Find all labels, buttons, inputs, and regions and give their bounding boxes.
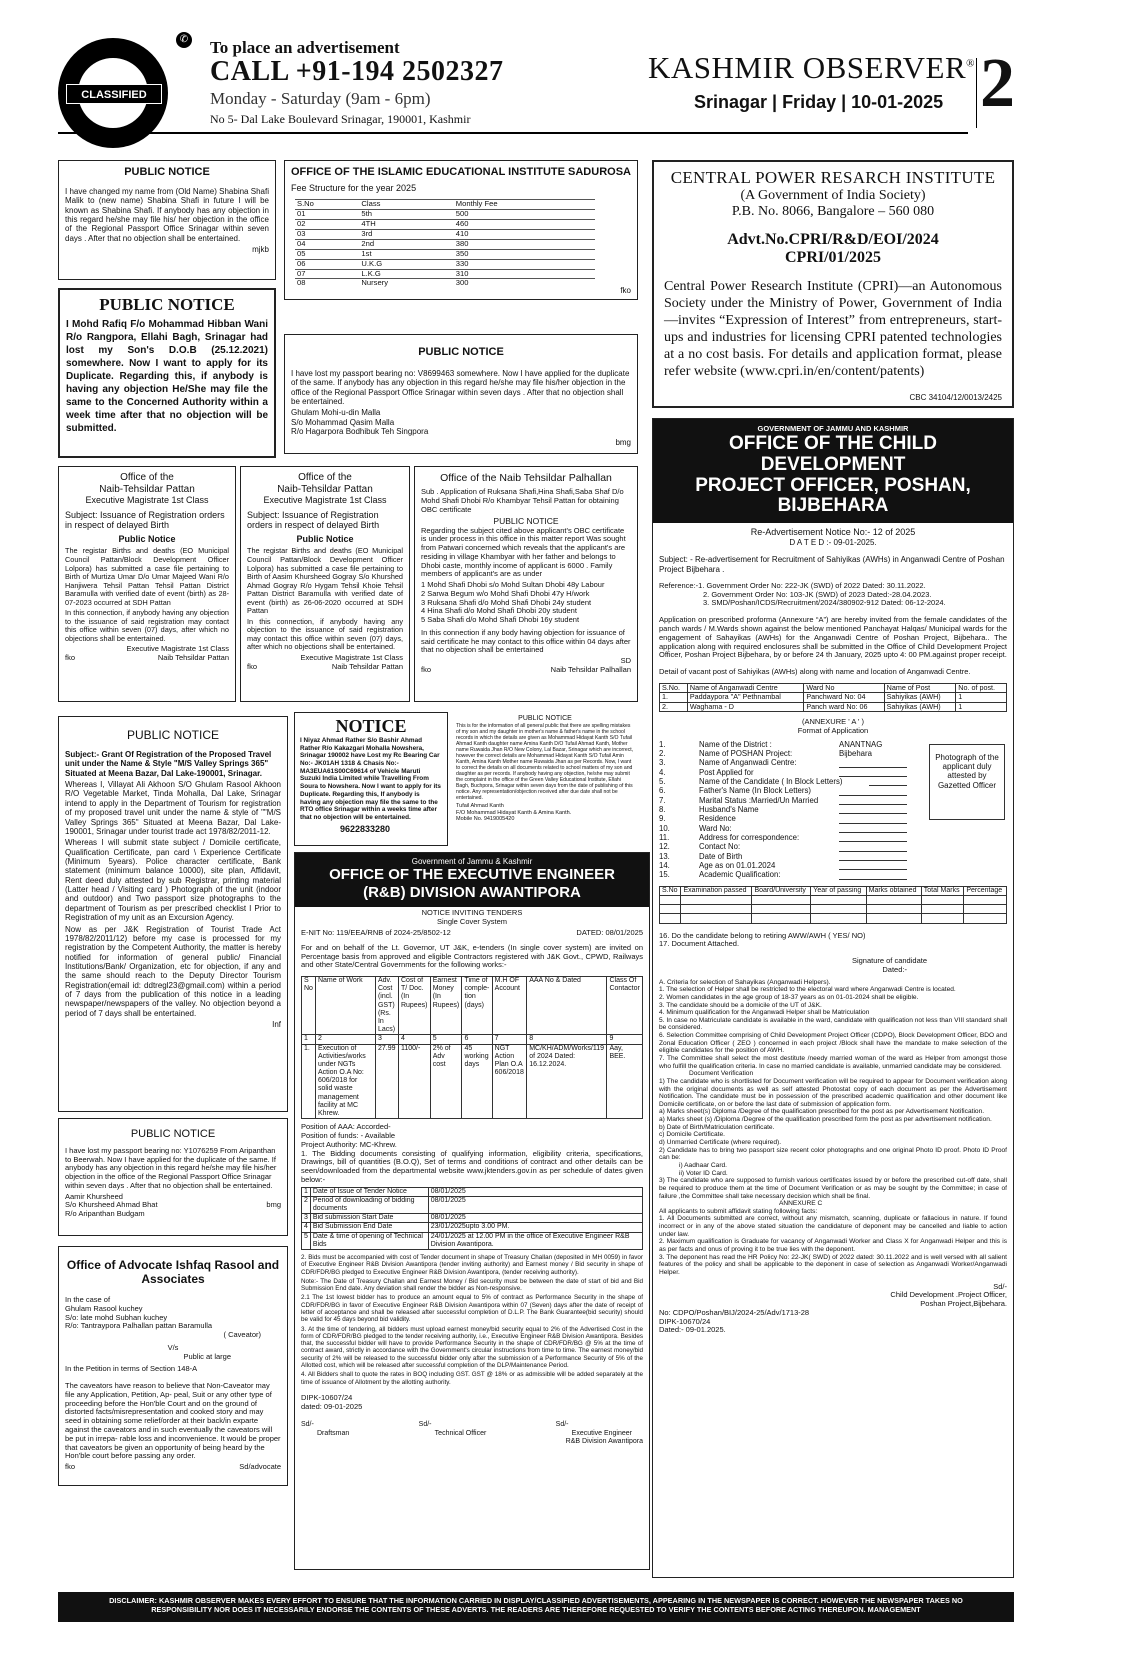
phone-number: CALL +91-194 2502327	[210, 56, 504, 87]
office-line2: Naib-Tehsildar Pattan	[99, 483, 195, 495]
signature-line1: Executive Magistrate 1st Class	[126, 644, 229, 654]
ee-dipk: DIPK-10607/24	[301, 1392, 353, 1402]
signature-line: Naib Tehsildar Palhallan	[550, 665, 631, 674]
notice-title: PUBLIC NOTICE	[518, 715, 572, 722]
notice-fee-structure	[284, 160, 638, 300]
list-item: 5 Saba Shafi d/o Mohd Shafi Dhobi 16y student	[421, 615, 580, 625]
notice-title: Office of Advocate Ishfaq Rasool and Associates	[66, 1258, 280, 1287]
candidate-signature: Signature of candidate	[851, 956, 927, 966]
notice-title: PUBLIC NOTICE	[130, 1128, 216, 1140]
notice-title: Public Notice	[296, 533, 354, 544]
signature-line2: Naib Tehsildar Pattan	[157, 653, 229, 663]
cdpo-gov: GOVERNMENT OF JAMMU AND KASHMIR	[757, 424, 909, 433]
notice-cpri	[652, 160, 1014, 408]
signatory-address: R/o Hagarpora Bodhibuk Teh Singpora	[291, 427, 429, 437]
cdpo-subject: Subject: - Re-advertisement for Recruitment of Sahiyikas (AWHs) in Anganwadi Centre of Poshan Project Bijbehara .	[659, 555, 1005, 574]
notice-pattan-2	[240, 466, 410, 702]
list-item: 3 Ruksana Shafi d/o Mohd Shafi Dhobi 24y student	[421, 597, 592, 607]
notice-code: bmg	[266, 1200, 281, 1210]
cpri-body: Central Power Research Institute (CPRI)—an Autonomous Society under the Ministry of Power, Government of India—invites “Expression of Interest” from entrepreneurs, start-ups and industries for licensing CPRI patented technologies at a no cost basis. For details and application format, please refer website (www.cpri.in/en/content/patents)	[664, 279, 1002, 380]
cdpo-date: D A T E D :- 09-01-2025.	[789, 537, 877, 547]
format-title: Format of Application	[797, 725, 869, 735]
notice-code: mjkb	[252, 245, 269, 255]
notice-title: PUBLIC NOTICE	[124, 166, 210, 178]
office-line1: Office of the	[298, 472, 352, 483]
cdpo-title2: PROJECT OFFICER, POSHAN, BIJBEHARA	[695, 474, 971, 517]
signature-line1: Executive Magistrate 1st Class	[300, 652, 403, 662]
notice-title: OFFICE OF THE ISLAMIC EDUCATIONAL INSTITUTE SADUROSA	[291, 166, 631, 178]
notice-code: fko	[65, 1462, 76, 1472]
phone-icon: ✆	[176, 32, 192, 48]
cpri-code: CBC 34104/12/0013/2425	[909, 392, 1002, 402]
notice-subject: Subject: Issuance of Registration orders in respect of delayed Birth	[65, 509, 225, 531]
ee-conditions: 2. Bids must be accompanied with cost of Tender document in shape of Treasury Challan (deposited in MH 0059) in favor of Executive Engineer R&B Division Awantipora (tender inviting authority) and Earnest money / Bid security in shape of CDR/FDR/BG pledged to Executive Engineer R&B Division Awantipora, (tender receiving authority). Note:- The Date of Treasury Challan and Earnest Money / Bid security must be between the date of start of bid and Bid Submission End date. Any deviation shall render the bidder as Non-responsive. 2.1 The 1st lowest bidder has to produce an amount equal to 5% of contract as Performance Security in the shape of CDR/FDR/BG in favor of Executive Engineer R&B Division Awantipora within 07 (Seven) days after the date of receipt of letter of acceptance and shall be released after successful completion of D.L.P. The Bank Guarantee(bid security) should be valid for 45 days beyond bid validity. 3. At the time of tendering, all bidders must upload earnest money/bid security equal to 2% of the Advertised Cost in the form of CDR/FDR/BG pledged to the tender receiving authority, i.e., Executive Engineer R&B Division Awantipora. Besides that, the successful bidder will have to provide Performance Security in the shape of CDR/FDR/BG @ 5% at the time of contract award, strictly in accordance with the Government's circular instructions from time to time. The earnest money/bid security of 2% will be released to the successful bidder only after the submission of a Performance Security of 5% of the Allotted cost, which will be released after successful completion of the DLP/Maintenance Period. 4. All Bidders shall to quote the rates in BOQ including GST. GST @ 18% or as admissible will be added separately at the time of issuance of Allotment by the allotting authority.	[301, 1253, 643, 1386]
vacancy-table: S.No. Name of Anganwadi Centre Ward No Name of Post No. of post. 1. Paddaypora "A" Pethnambal Panchward No: 04 Sahiyikas (AWH) 1 2. Waghama - D Panch ward No: 06 Sahiyikas (AWH) 1	[659, 683, 1007, 712]
annexure-title: (ANNEXURE ' A ' )	[801, 717, 865, 727]
notice-lost-passport-2	[58, 1118, 288, 1236]
cpri-address: P.B. No. 8066, Bangalore – 560 080	[731, 204, 935, 220]
list-item: 2 Sarwa Begum w/o Mohd Shafi Dhobi 47y H/work	[421, 588, 590, 598]
dateline: Srinagar | Friday | 10-01-2025	[694, 92, 944, 112]
notice-code: bmg	[615, 437, 631, 447]
notice-body2: In this connection, if anybody having any objection to the issuance of said registration may contact this office within seven (07) days, after which no objections shall be entertained.	[247, 616, 403, 652]
office-line3: Executive Magistrate 1st Class	[263, 495, 387, 506]
notice-subject: Sub . Application of Ruksana Shafi,Hina Shafi,Saba Shaf D/o Mohd Shafi Dhobi R/o Khambyar Tehsil Pattan for obtaining OBC certificate	[421, 487, 624, 514]
notice-lost-passport	[284, 334, 638, 454]
notice-subtitle: PUBLIC NOTICE	[493, 515, 559, 526]
caveat-parties: In the case of Ghulam Rasool kuchey S/o: late mohd Subhan kuchey R/o: Tantraypora Palhallan pattan Baramulla ( Caveator) V/s Public at large In the Petition in terms of Section 148-A	[65, 1295, 261, 1374]
reference: Reference:-1. Government Order No: 222-JK (SWD) of 2022 Dated: 30.11.2022.	[659, 580, 926, 590]
cdpo-para1: Application on prescribed proforma (Annexure “A”) are hereby invited from the female candidates of the panch wards / M.Wards shown against the below mentioned Panchayat Halqas/ Municipal wards for the engagement of Sahayikas (AWHs) for the Anganwadi Centre of Poshan Project, Bijbehara.. The application along with required enclosures shall be submitted in the Office of Child Development Project Officer, Poshan Project Bijbehara, by or before 24 th January, 2025 upto 4: 00 PM.against proper receipt.	[659, 615, 1007, 660]
application-form: Photograph of the applicant duly attested by Gazetted Officer 1. Name of the District : ANANTNAG 2. Name of POSHAN Project: Bijbehara 3. Name of Anganwadi Centre: 4. Post Applied for 5. Name of the Candidate ( In Block Letters) 6. Father's Name (In Block Letters) 7. Marital Status :Married/Un Married 8. Husband's Name 9. Residence 10. Ward No: 11. Address for correspondence: 12. Contact No: 13. Date of Birth 14. Age as on 01.01.2024 15. Academic Qualification:	[659, 740, 1007, 880]
notice-body: I Niyaz Ahmad Rather S/o Bashir Ahmad Rather R/o Kakazgari Mohalla Nowshera, Srinagar 190002 have Lost my Rc Bearing Car No:- JK01AH 1318 & Chasis No:- MA3EUA61S00C69614 of Vehicle Maruti Suzuki India Limited while Travelling From Soura to Nowshera. Now I want to apply for its Duplicate. Regarding this, If anybody is having any objection may file the same to the RTO office Srinagar within a weeks time after that no objection will be entertained.	[300, 737, 441, 821]
ee-signatures: Sd/- Draftsman Sd/- Technical Officer Sd/- Executive Engineer R&B Division Awantipora	[301, 1421, 643, 1445]
office-line2: Naib-Tehsildar Pattan	[277, 483, 373, 495]
cdpo-references	[659, 582, 1007, 608]
qualification-table: S.No Examination passed Board/University Year of passing Marks obtained Total Marks Percentage	[659, 886, 1007, 924]
notice-title: PUBLIC NOTICE	[99, 295, 235, 314]
field-17: 17. Document Attached.	[659, 939, 740, 949]
notice-caveat	[58, 1246, 288, 1486]
place-ad-text: To place an advertisement	[210, 38, 400, 57]
notice-body: Regarding the subject cited above applicant's OBC certificate is under process in this office in this matter report Was sought from Patwari concerned which reveals that the applicant's are residing in village Khambyar with her father and belongs to Dhobi caste, monthly income of applicant is 6000 . Family members of applicant's are as under	[421, 525, 626, 579]
notice-body: The registar Births and deaths (EO Municipal Council Pattan/Block Development Officer Lolpora) has submitted a case file pertaining to Birth of Aasim Khursheed Gogray S/o Khurshed Ahmad Gogray R/o Hygam Tehsil Khoie Tehsil Pattan District Baramulla with verified date of event (birth) as 26-06-2020 occurred at SDH Pattan	[247, 546, 403, 616]
notice-body: This is for the information of all general public that there are spelling mistakes of my son and my daughter in mother's name & father's name in the school records in which the details are given as Mohammad Hidayat Kanth S/O Tufail Ahmad Kanth daughter name Amina Kanth D/O Tufail Ahmad Kanth, Mother name Ruwaida Jhan R/O New Colony, Lal Bazar, Srinagar which are incorrect, however the correct details are Mohammad Hidayat Kanth S/O Tufail Amin Kanth, Amina Kanth Mother name Ruwaida Jhan as per Records. Now, I want to correct the details on all documents related to school matters of my son and daughter as per records. If anybody having any objection, he/she may submit the complaint in the office of the Green Valley Educational Institute, Ellahi Bagh, Buchpora, Srinagar within seven days from the date of publishing of this notice. Any representation/objection received after due date shall not be entertained.	[456, 723, 634, 802]
notice-code: fko	[65, 653, 76, 663]
notice-body2: In this connection if any body having objection for issuance of said certificate he may contact to this office within 04 days after that no objection shall be entertained	[421, 627, 631, 655]
notice-body: The registar Births and deaths (EO Municipal Council Pattan/Block Development Officer Lolpora) has submitted a case file pertaining to Birth of Murtiza Umar D/o Umar Majeed Wani R/o Hanjiwera Tehsil Pattan Tehsil Pattan District Baramulla with verified date of event (birth) as 28-07-2023 occurred at SDH Pattan	[65, 546, 229, 607]
notice-palhallan	[414, 466, 638, 702]
signatory-parent: S/o Mohammad Qasim Malla	[291, 417, 395, 427]
hours: Monday - Saturday (9am - 6pm)	[210, 89, 431, 108]
notice-cdpo	[652, 418, 1014, 1578]
ee-single: Single Cover System	[436, 917, 508, 927]
list-item: 4 Hina Shafi d/o Mohd Shafi Dhobi 20y student	[421, 606, 577, 616]
notice-body: The caveators have reason to believe that Non-Caveator may file any Application, Petition, Ap- peal, Suit or any other type of proceeding before the Hon'ble Court and on the ground of distorted facts/misrepresentation and cooked story and may seed in obtaining some relief/order at their back/in exparte against the caveators and in such eventually the caveators will be put in irrepa- rable loss and inconvenience. It would be proper that caveators be given an opportunity of being heard by the Hon'ble court before passing any order.	[65, 1381, 281, 1461]
notice-title: PUBLIC NOTICE	[418, 346, 504, 358]
signatory-name: Aamir Khursheed	[65, 1191, 123, 1201]
notice-body2: Whereas I will submit state subject / Domicile certificate, Qualification Certificate, pan card \ Experience Certificate (Minimum 5years). Police character certificate, Bank statement (minimum balance 10000), site plan, Affidavit, Rent deed duly attested by sub Registrar, printing material (Latter head / Visiting card ) Photograph of the unit (indoor and outdoor) and Two passport size photographs to the department of Tourism as per prescribed checklist I Prior to Registration of my unit as an Excursion Agency.	[65, 838, 281, 923]
notice-body: Whereas I, Villayat Ali Akhoon S/O Ghulam Rasool Akhoon R/O Vegetable Market, Tinda Mohalla, Dal Lake, Srinagar intend to apply in the Department of Tourism for registration of my proposed travel unit under the name & style of ""M/S Valley Springs 365" Situated at Meena Bazar, Dal Lake-190001, Srinagar under tourist trade act 1978/82/2011-12.	[65, 780, 281, 836]
signature-dated: Dated:-	[882, 964, 907, 974]
notice-subject: Subject: Issuance of Registration orders in respect of delayed Birth	[247, 509, 380, 531]
photo-box: Photograph of the applicant duly attested by Gazetted Officer	[929, 744, 1005, 820]
notice-name-correction	[452, 712, 638, 846]
notice-title: Public Notice	[118, 533, 176, 544]
signatory-address: R/o Aripanthan Budgam	[65, 1209, 145, 1219]
notice-dob	[58, 288, 276, 458]
contact-phone: 9622833280	[340, 823, 391, 834]
notice-subtitle: Fee Structure for the year 2025	[291, 182, 417, 193]
cdpo-advert-no: Re-Advertisement Notice No:- 12 of 2025	[750, 527, 916, 538]
ee-title1: OFFICE OF THE EXECUTIVE ENGINEER	[329, 866, 615, 884]
signatory-parent: S/o Khursheed Ahmad Bhat	[65, 1200, 158, 1210]
notice-body2: In this connection, if anybody having any objection to the issuance of said registration may contact this office within seven (07) days, after which no objections shall be entertained.	[65, 608, 229, 643]
notice-name-change	[58, 160, 276, 280]
reference: 2. Government Order No: 103-JK (SWD) of 2023 Dated:-28.04.2023.	[703, 589, 932, 599]
notice-body3: Now as per J&K Registration of Tourist Trade Act 1978/82/2011/12) before my case is processed for my registration by the Competent Authority, the matter is hereby notified for information of general public/ Financial Institutions/Bank/ Organization, etc for objection, if any and the same should reach to the Deputy Director Tourism Registration(email id: ddtregl23@gmail.com) within a period of 7 days from the publication of this notice in a leading newspaper/newspapers of the valley. No objection beyond a period of 7 days shall be entertained.	[65, 924, 281, 1018]
cpri-subtitle: (A Government of India Society)	[740, 187, 926, 203]
signatory-relation: F/O Mohammad Hidayat Kanth & Amina Kanth.	[456, 809, 572, 816]
notice-title: Office of the Naib Tehsildar Palhallan	[440, 472, 612, 484]
notice-pattan-1	[58, 466, 236, 702]
page-number: 2	[980, 45, 1015, 122]
cdpo-sd: Sd/-	[993, 1281, 1007, 1291]
notice-title: NOTICE	[335, 716, 407, 736]
cdpo-sig1: Child Development .Project Officer,	[890, 1290, 1007, 1300]
signatory-name: Ghulam Mohi-u-din Malla	[291, 408, 381, 418]
reference: 3. SMD/Poshan/ICDS/Recruitment/2024/380902-912 Dated: 06-12-2024.	[703, 598, 946, 608]
ee-title2: (R&B) DIVISION AWANTIPORA	[363, 883, 581, 901]
notice-body: I have changed my name from (Old Name) Shabina Shafi Malik to (new name) Shabina Shafi in future I will be known as Shabina Shafi. If anybody has any objection in this regard he/she may file his/ her objection in the office of the Regional Passport Office Srinagar within seven days . After that no objection shall be entertained.	[65, 186, 269, 243]
cdpo-sig2: Poshan Project,Bijbehara.	[920, 1299, 1007, 1309]
ee-para1: 1. The Bidding documents consisting of qualifying information, eligibility criteria, specifications, Drawings, bill of quantities (B.O.Q), Set of terms and conditions of contract and other details can be seen/downloaded from the departmental website www.jktenders.gov.in as per schedule of dates given below:-	[301, 1148, 643, 1184]
notice-code: fko	[620, 285, 631, 295]
office-line3: Executive Magistrate 1st Class	[85, 495, 209, 506]
signatory-mobile: Mobile No. 9419005420	[456, 816, 515, 823]
ee-enit: E-NIT No: 119/EEA/RNB of 2024-25/8502-12	[301, 927, 451, 937]
ee-positions: Position of AAA: Accorded- Position of funds: - Available Project Authority: MC-Khrew.	[301, 1122, 397, 1149]
field-16: 16. Do the candidate belong to retiring AWW/AWH ( YES/ NO)	[659, 930, 866, 940]
criteria-list: A. Criteria for selection of Sahayikas (Anganwadi Helpers). 1. The selection of Helper shall be restricted to the electoral ward where Anganwadi Centre is located. 2. Women candidates in the age group of 18-37 years as on 01-01-2024 shall be eligible. 3. The candidate should be a domicile of the UT of J&K. 4. Minimum qualification for the Anganwadi Helper shall be Matriculation 5. In case no Matriculate candidate is available in the ward, candidate with qualification not less than VIII standard shall be considered. 6. Selection Committee comprising of Child Development Project Officer (CDPO), Block Development Officer, BDO and Zonal Education Officer ( ZEO ) concerned in each project /Block shall have the mandate to make selection of the eligible candidates for the position of AWH. 7. The Committee shall select the most destitute /needy married woman of the ward as Helper from amongst those who fulfill the qualification criteria. In case no married candidate is available, unmarried candidate may be considered. Document Verification 1) The candidate who is shortlisted for Document verification will be required to appear for Document verification along with the original documents as well as self attested Photostat copy of each document as per the Advertisement Notification. The candidate must be in possession of the prescribed academic qualification and other document like Domicile certificate, on or before the last date of submission of application form. a) Marks sheet(s) Diploma /Degree of the qualification prescribed for the post as per Advertisement Notification. a) Marks sheet (s) /Diploma /Degree of the qualification prescribed form the post as per advertisement notification. b) Date of Birth/Matriculation certificate. c) Domicile Certificate. d) Unmarried Certificate (where required). 2) Candidate has to bring two passport size recent color photographs and one original Photo ID proof. Photo ID Proof can be: i) Aadhaar Card. ii) Voter ID Card. 3) The candidate who are supposed to furnish various certificates issued by or before the prescribed cut-off date, shall be required to produce them at the time of Document Verification or as may be sought by the Committee; in case of failure ,the Committee shall take necessary decision which shall be final. ANNEXURE C All applicants to submit affidavit stating following facts: 1. All Documents submitted are correct, without any mismatch, scanning, duplicate or fallacious in nature. If found incorrect or in any of the above stated situation the candidature of deponent may be cancelled and liable to action under law. 2. Maximum qualification is Graduate for vacancy of Anganwadi Worker and Class X for Anganwadi Helper and this is as per facts and onus of proving it to be true lies with the deponent. 3. The deponent has read the HR Policy No: 22-JK( SWD) of 2022 dated: 30.11.2022 and is well versed with all salient features of the policy and shall be applicable to the deponent in case of selection as Anganwadi Worker/Anganwadi Helper.	[659, 978, 1007, 1276]
cdpo-title1: OFFICE OF THE CHILD DEVELOPMENT	[729, 432, 937, 475]
cdpo-dipk: DIPK-10670/24	[659, 1316, 711, 1326]
ee-dated: DATED: 08/01/2025	[576, 927, 643, 937]
ee-dated2: dated: 09-01-2025	[301, 1401, 363, 1411]
signature: Sd/advocate	[239, 1462, 281, 1472]
cpri-advt-no2: CPRI/01/2025	[785, 249, 881, 267]
schedule-table: 1 Date of Issue of Tender Notice 08/01/2025 2 Period of downloading of bidding documents 08/01/2025 3 Bid submission Start Date 08/01/2025 4 Bid Submission End Date 23/01/2025upto 3.00 PM. 5 Date & time of opening of Technical Bids 24/01/2025 at 12.00 PM in the office of Executive Engineer R&B Division Awantipora.	[301, 1187, 643, 1250]
fee-table: S.No Class Monthly Fee 01 5th 500 02 4TH 460 03 3rd 410 04 2nd 380 05 1st 350 06 U.K.G 330 07 L.K.G 310 08 Nursery 300	[295, 199, 595, 288]
notice-subject: Subject:- Grant Of Registration of the Proposed Travel unit under the Name & Style "M/S Valley Springs 365" Situated at Meena Bazar, Dal Lake-190001, Srinagar.	[65, 750, 272, 778]
notice-body: I Mohd Rafiq F/o Mohammad Hibban Wani R/o Rangpora, Ellahi Bagh, Srinagar had lost my Son's D.O.B (25.12.2021) somewhere. Now I want to apply for its Duplicate. Regarding this, if anybody is having any objection He/She may file the same to the Concerned Authority within a week time after that no objection will be submitted.	[66, 318, 268, 434]
disclaimer-footer: DISCLAIMER: KASHMIR OBSERVER MAKES EVERY EFFORT TO ENSURE THAT THE INFORMATION CARRIED IN DISPLAY/CLASSIFIED ADVERTISEMENTS, APPEARING IN THE NEWSPAPER IS CORRECT. HOWEVER THE NEWSPAPER TAKES NO RESPONSIBILITY NOR DOES IT NECESSARILY ENDORSE THE CONTENTS OF THESE ADVERTS. THE READERS ARE THEREFORE REQUESTED TO VERIFY THE CONTENTS BEFORE ACTING THEREUPON. MANAGEMENT	[58, 1592, 1014, 1622]
cdpo-dated: Dated:- 09-01.2025.	[659, 1325, 726, 1335]
notice-title: PUBLIC NOTICE	[126, 728, 219, 742]
ee-intro: For and on behalf of the Lt. Governor, UT J&K, e-tenders (In single cover system) are invited on Percentage basis from approved and eligible Contractors registered with J&K Govt., CPWD, Railways and other State/Central Governments for the following works:-	[301, 942, 643, 970]
family-members-list	[421, 581, 631, 625]
signatory-name: Tufail Ahmad Kanth	[456, 803, 504, 810]
notice-travel-unit	[58, 716, 288, 1112]
notice-executive-engineer	[294, 852, 650, 1570]
notice-body: I have lost my passport bearing no: Y1076259 From Aripanthan to Beerwah. Now I have applied for the duplicate of the same. If anybody has any objection in this regard he/she may file his/her objection in the office of the Regional Passport Office Srinagar within seven days . After that no objection shall be entertained.	[65, 1145, 277, 1190]
logo-text: CLASSIFIED	[66, 84, 162, 104]
notice-lost-rc	[294, 712, 448, 846]
signature-line2: Naib Tehsildar Pattan	[331, 661, 403, 671]
signature-sd: SD	[620, 656, 631, 666]
masthead: KASHMIR OBSERVER®	[648, 50, 976, 85]
notice-code: Inf	[272, 1020, 281, 1030]
address: No 5- Dal Lake Boulevard Srinagar, 190001, Kashmir	[210, 112, 471, 126]
ee-gov: Government of Jammu & Kashmir	[411, 857, 533, 866]
notice-code: fko	[247, 661, 258, 671]
cdpo-para2: Detail of vacant post of Sahiyikas (AWHs) along with name and location of Anganwadi Centre.	[659, 667, 971, 677]
cpri-advt-no: Advt.No.CPRI/R&D/EOI/2024	[727, 230, 939, 248]
list-item: 1 Mohd Shafi Dhobi s/o Mohd Sultan Dhobi 48y Labour	[421, 580, 605, 590]
ee-nit: NOTICE INVITING TENDERS	[421, 908, 523, 918]
notice-code: fko	[421, 665, 432, 674]
works-table: S No Name of Work Adv. Cost (incl. GST) (Rs. In Lacs) Cost of T/ Doc. (In Rupees) Earnest Money (In Rupees) Time of comple-tion (days) M.H OF Account AAA No & Dated Class Of Contactor 1 2 3 4 5 6 7 8 9 1. Execution of Activities/works under NGTs Action O.A No: 606/2018 for solid waste management facility at MC Khrew. 27.99 1100/- 2% of Adv cost 45 working days NGT Action Plan O.A 606/2018 MC/KH/ADM/Works/119 of 2024 Dated: 16.12.2024. Aay, BEE.	[301, 976, 643, 1119]
cpri-title: CENTRAL POWER RESARCH INSTITUTE	[670, 168, 996, 187]
notice-body: I have lost my passport bearing no: V8699463 somewhere. Now I have applied for the duplicate of the same. If anybody has any objection in this regard he/she may file his/her objection in the office of the Regional Passport Office Srinagar within seven days . After that no objection shall be entertained.	[291, 368, 630, 406]
cdpo-no: No: CDPO/Poshan/BIJ/2024-25/Adv/1713-28	[659, 1307, 810, 1317]
office-line1: Office of the	[120, 472, 174, 483]
